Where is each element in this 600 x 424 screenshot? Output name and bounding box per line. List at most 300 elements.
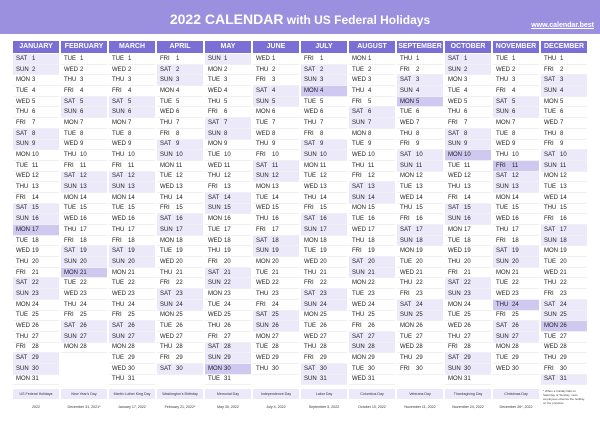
day-cell[interactable] bbox=[349, 193, 395, 204]
day-cell[interactable] bbox=[253, 86, 299, 97]
day-cell[interactable] bbox=[493, 225, 539, 236]
day-cell[interactable] bbox=[445, 97, 491, 108]
day-cell[interactable] bbox=[493, 236, 539, 247]
day-cell[interactable] bbox=[253, 118, 299, 129]
day-cell[interactable] bbox=[397, 140, 443, 151]
day-cell[interactable] bbox=[157, 257, 203, 268]
day-cell[interactable] bbox=[13, 75, 59, 86]
day-cell[interactable] bbox=[205, 300, 251, 311]
day-cell[interactable] bbox=[397, 289, 443, 300]
day-cell[interactable] bbox=[397, 86, 443, 97]
day-cell[interactable] bbox=[61, 236, 107, 247]
day-cell[interactable] bbox=[493, 193, 539, 204]
day-cell[interactable] bbox=[301, 172, 347, 183]
day-cell[interactable] bbox=[253, 268, 299, 279]
day-cell[interactable] bbox=[253, 150, 299, 161]
day-cell[interactable] bbox=[301, 311, 347, 322]
day-cell[interactable] bbox=[61, 150, 107, 161]
day-cell[interactable] bbox=[157, 236, 203, 247]
day-cell[interactable] bbox=[61, 65, 107, 76]
day-cell[interactable] bbox=[61, 75, 107, 86]
day-cell[interactable] bbox=[157, 268, 203, 279]
day-cell[interactable] bbox=[541, 278, 587, 289]
day-cell[interactable] bbox=[253, 75, 299, 86]
day-cell[interactable] bbox=[157, 214, 203, 225]
day-cell[interactable] bbox=[205, 289, 251, 300]
day-cell[interactable] bbox=[205, 65, 251, 76]
day-cell[interactable] bbox=[253, 343, 299, 354]
day-cell[interactable] bbox=[397, 161, 443, 172]
day-cell[interactable] bbox=[445, 161, 491, 172]
day-cell[interactable] bbox=[541, 375, 587, 386]
day-cell[interactable] bbox=[109, 97, 155, 108]
day-cell[interactable] bbox=[253, 97, 299, 108]
day-cell[interactable] bbox=[397, 172, 443, 183]
day-cell[interactable] bbox=[301, 140, 347, 151]
day-cell[interactable] bbox=[157, 161, 203, 172]
day-cell[interactable] bbox=[397, 129, 443, 140]
day-cell[interactable] bbox=[493, 364, 539, 375]
day-cell[interactable] bbox=[349, 225, 395, 236]
day-cell[interactable] bbox=[157, 225, 203, 236]
day-cell[interactable] bbox=[109, 86, 155, 97]
day-cell[interactable] bbox=[445, 75, 491, 86]
day-cell[interactable] bbox=[445, 65, 491, 76]
day-cell[interactable] bbox=[13, 246, 59, 257]
day-cell[interactable] bbox=[205, 204, 251, 215]
day-cell[interactable] bbox=[109, 332, 155, 343]
day-cell[interactable] bbox=[157, 118, 203, 129]
day-cell[interactable] bbox=[109, 150, 155, 161]
day-cell[interactable] bbox=[253, 236, 299, 247]
day-cell[interactable] bbox=[109, 289, 155, 300]
day-cell[interactable] bbox=[253, 140, 299, 151]
day-cell[interactable] bbox=[349, 182, 395, 193]
day-cell[interactable] bbox=[445, 353, 491, 364]
day-cell[interactable] bbox=[61, 129, 107, 140]
day-cell[interactable] bbox=[205, 161, 251, 172]
day-cell[interactable] bbox=[493, 182, 539, 193]
day-cell[interactable] bbox=[445, 364, 491, 375]
day-cell[interactable] bbox=[493, 97, 539, 108]
day-cell[interactable] bbox=[61, 161, 107, 172]
day-cell[interactable] bbox=[493, 75, 539, 86]
day-cell[interactable] bbox=[61, 97, 107, 108]
day-cell[interactable] bbox=[205, 54, 251, 65]
day-cell[interactable] bbox=[13, 86, 59, 97]
day-cell[interactable] bbox=[109, 321, 155, 332]
day-cell[interactable] bbox=[253, 353, 299, 364]
day-cell[interactable] bbox=[541, 214, 587, 225]
day-cell[interactable] bbox=[397, 246, 443, 257]
day-cell[interactable] bbox=[445, 140, 491, 151]
day-cell[interactable] bbox=[157, 343, 203, 354]
day-cell[interactable] bbox=[253, 332, 299, 343]
day-cell[interactable] bbox=[349, 236, 395, 247]
day-cell[interactable] bbox=[445, 236, 491, 247]
day-cell[interactable] bbox=[349, 97, 395, 108]
day-cell[interactable] bbox=[253, 129, 299, 140]
day-cell[interactable] bbox=[253, 214, 299, 225]
day-cell[interactable] bbox=[493, 257, 539, 268]
day-cell[interactable] bbox=[301, 375, 347, 386]
day-cell[interactable] bbox=[205, 364, 251, 375]
day-cell[interactable] bbox=[349, 257, 395, 268]
day-cell[interactable] bbox=[445, 54, 491, 65]
day-cell[interactable] bbox=[109, 353, 155, 364]
day-cell[interactable] bbox=[445, 225, 491, 236]
day-cell[interactable] bbox=[61, 225, 107, 236]
day-cell[interactable] bbox=[13, 172, 59, 183]
day-cell[interactable] bbox=[541, 54, 587, 65]
day-cell[interactable] bbox=[301, 214, 347, 225]
day-cell[interactable] bbox=[397, 65, 443, 76]
day-cell[interactable] bbox=[13, 107, 59, 118]
day-cell[interactable] bbox=[301, 182, 347, 193]
day-cell[interactable] bbox=[541, 150, 587, 161]
day-cell[interactable] bbox=[301, 193, 347, 204]
day-cell[interactable] bbox=[541, 193, 587, 204]
day-cell[interactable] bbox=[445, 343, 491, 354]
day-cell[interactable] bbox=[445, 246, 491, 257]
day-cell[interactable] bbox=[205, 107, 251, 118]
day-cell[interactable] bbox=[541, 257, 587, 268]
day-cell[interactable] bbox=[157, 129, 203, 140]
day-cell[interactable] bbox=[157, 321, 203, 332]
day-cell[interactable] bbox=[349, 321, 395, 332]
day-cell[interactable] bbox=[61, 54, 107, 65]
day-cell[interactable] bbox=[541, 86, 587, 97]
day-cell[interactable] bbox=[541, 332, 587, 343]
day-cell[interactable] bbox=[301, 225, 347, 236]
day-cell[interactable] bbox=[205, 172, 251, 183]
day-cell[interactable] bbox=[61, 343, 107, 354]
day-cell[interactable] bbox=[397, 321, 443, 332]
day-cell[interactable] bbox=[301, 364, 347, 375]
day-cell[interactable] bbox=[61, 193, 107, 204]
day-cell[interactable] bbox=[157, 204, 203, 215]
day-cell[interactable] bbox=[541, 129, 587, 140]
day-cell[interactable] bbox=[445, 278, 491, 289]
day-cell[interactable] bbox=[397, 193, 443, 204]
day-cell[interactable] bbox=[13, 289, 59, 300]
day-cell[interactable] bbox=[205, 321, 251, 332]
day-cell[interactable] bbox=[157, 182, 203, 193]
day-cell[interactable] bbox=[541, 246, 587, 257]
day-cell[interactable] bbox=[109, 236, 155, 247]
site-link[interactable]: www.calendar.best bbox=[531, 22, 594, 29]
day-cell[interactable] bbox=[349, 140, 395, 151]
day-cell[interactable] bbox=[397, 257, 443, 268]
day-cell[interactable] bbox=[157, 54, 203, 65]
day-cell[interactable] bbox=[541, 353, 587, 364]
day-cell[interactable] bbox=[445, 311, 491, 322]
day-cell[interactable] bbox=[109, 161, 155, 172]
day-cell[interactable] bbox=[61, 257, 107, 268]
day-cell[interactable] bbox=[13, 353, 59, 364]
day-cell[interactable] bbox=[157, 289, 203, 300]
day-cell[interactable] bbox=[205, 129, 251, 140]
day-cell[interactable] bbox=[493, 278, 539, 289]
day-cell[interactable] bbox=[13, 97, 59, 108]
day-cell[interactable] bbox=[301, 161, 347, 172]
day-cell[interactable] bbox=[445, 172, 491, 183]
day-cell[interactable] bbox=[253, 278, 299, 289]
day-cell[interactable] bbox=[253, 107, 299, 118]
day-cell[interactable] bbox=[61, 140, 107, 151]
day-cell[interactable] bbox=[157, 246, 203, 257]
day-cell[interactable] bbox=[109, 204, 155, 215]
day-cell[interactable] bbox=[349, 278, 395, 289]
day-cell[interactable] bbox=[109, 268, 155, 279]
day-cell[interactable] bbox=[13, 375, 59, 386]
day-cell[interactable] bbox=[205, 118, 251, 129]
day-cell[interactable] bbox=[397, 225, 443, 236]
day-cell[interactable] bbox=[541, 161, 587, 172]
day-cell[interactable] bbox=[205, 278, 251, 289]
day-cell[interactable] bbox=[253, 300, 299, 311]
day-cell[interactable] bbox=[349, 332, 395, 343]
day-cell[interactable] bbox=[109, 107, 155, 118]
day-cell[interactable] bbox=[493, 107, 539, 118]
day-cell[interactable] bbox=[493, 65, 539, 76]
day-cell[interactable] bbox=[397, 75, 443, 86]
day-cell[interactable] bbox=[13, 140, 59, 151]
day-cell[interactable] bbox=[349, 150, 395, 161]
day-cell[interactable] bbox=[205, 182, 251, 193]
day-cell[interactable] bbox=[541, 65, 587, 76]
day-cell[interactable] bbox=[301, 75, 347, 86]
day-cell[interactable] bbox=[253, 161, 299, 172]
day-cell[interactable] bbox=[493, 204, 539, 215]
day-cell[interactable] bbox=[61, 268, 107, 279]
day-cell[interactable] bbox=[493, 246, 539, 257]
day-cell[interactable] bbox=[493, 172, 539, 183]
day-cell[interactable] bbox=[493, 86, 539, 97]
day-cell[interactable] bbox=[61, 332, 107, 343]
day-cell[interactable] bbox=[301, 150, 347, 161]
day-cell[interactable] bbox=[301, 65, 347, 76]
day-cell[interactable] bbox=[493, 129, 539, 140]
day-cell[interactable] bbox=[397, 182, 443, 193]
day-cell[interactable] bbox=[301, 204, 347, 215]
day-cell[interactable] bbox=[349, 129, 395, 140]
day-cell[interactable] bbox=[541, 97, 587, 108]
day-cell[interactable] bbox=[397, 118, 443, 129]
day-cell[interactable] bbox=[445, 182, 491, 193]
day-cell[interactable] bbox=[493, 150, 539, 161]
day-cell[interactable] bbox=[397, 214, 443, 225]
day-cell[interactable] bbox=[253, 225, 299, 236]
day-cell[interactable] bbox=[253, 289, 299, 300]
day-cell[interactable] bbox=[301, 353, 347, 364]
day-cell[interactable] bbox=[349, 353, 395, 364]
day-cell[interactable] bbox=[397, 311, 443, 322]
day-cell[interactable] bbox=[541, 289, 587, 300]
day-cell[interactable] bbox=[157, 172, 203, 183]
day-cell[interactable] bbox=[157, 300, 203, 311]
day-cell[interactable] bbox=[445, 268, 491, 279]
day-cell[interactable] bbox=[109, 257, 155, 268]
day-cell[interactable] bbox=[253, 257, 299, 268]
day-cell[interactable] bbox=[13, 364, 59, 375]
day-cell[interactable] bbox=[253, 193, 299, 204]
day-cell[interactable] bbox=[157, 332, 203, 343]
day-cell[interactable] bbox=[397, 236, 443, 247]
day-cell[interactable] bbox=[301, 129, 347, 140]
day-cell[interactable] bbox=[493, 214, 539, 225]
day-cell[interactable] bbox=[445, 332, 491, 343]
day-cell[interactable] bbox=[445, 321, 491, 332]
day-cell[interactable] bbox=[13, 343, 59, 354]
day-cell[interactable] bbox=[13, 300, 59, 311]
day-cell[interactable] bbox=[445, 375, 491, 386]
day-cell[interactable] bbox=[349, 311, 395, 322]
day-cell[interactable] bbox=[157, 193, 203, 204]
day-cell[interactable] bbox=[397, 332, 443, 343]
day-cell[interactable] bbox=[253, 65, 299, 76]
day-cell[interactable] bbox=[61, 311, 107, 322]
day-cell[interactable] bbox=[109, 278, 155, 289]
day-cell[interactable] bbox=[397, 150, 443, 161]
day-cell[interactable] bbox=[541, 321, 587, 332]
day-cell[interactable] bbox=[349, 118, 395, 129]
day-cell[interactable] bbox=[109, 214, 155, 225]
day-cell[interactable] bbox=[109, 54, 155, 65]
day-cell[interactable] bbox=[445, 289, 491, 300]
day-cell[interactable] bbox=[301, 97, 347, 108]
day-cell[interactable] bbox=[445, 257, 491, 268]
day-cell[interactable] bbox=[61, 118, 107, 129]
day-cell[interactable] bbox=[541, 182, 587, 193]
day-cell[interactable] bbox=[109, 118, 155, 129]
day-cell[interactable] bbox=[205, 140, 251, 151]
day-cell[interactable] bbox=[397, 278, 443, 289]
day-cell[interactable] bbox=[13, 236, 59, 247]
day-cell[interactable] bbox=[397, 364, 443, 375]
day-cell[interactable] bbox=[13, 204, 59, 215]
day-cell[interactable] bbox=[13, 332, 59, 343]
day-cell[interactable] bbox=[205, 343, 251, 354]
day-cell[interactable] bbox=[493, 161, 539, 172]
day-cell[interactable] bbox=[109, 182, 155, 193]
day-cell[interactable] bbox=[541, 268, 587, 279]
day-cell[interactable] bbox=[301, 118, 347, 129]
day-cell[interactable] bbox=[157, 278, 203, 289]
day-cell[interactable] bbox=[13, 214, 59, 225]
day-cell[interactable] bbox=[13, 311, 59, 322]
day-cell[interactable] bbox=[13, 65, 59, 76]
day-cell[interactable] bbox=[301, 54, 347, 65]
day-cell[interactable] bbox=[541, 300, 587, 311]
day-cell[interactable] bbox=[13, 257, 59, 268]
day-cell[interactable] bbox=[205, 150, 251, 161]
day-cell[interactable] bbox=[157, 107, 203, 118]
day-cell[interactable] bbox=[445, 204, 491, 215]
day-cell[interactable] bbox=[205, 214, 251, 225]
day-cell[interactable] bbox=[157, 97, 203, 108]
day-cell[interactable] bbox=[349, 364, 395, 375]
day-cell[interactable] bbox=[541, 107, 587, 118]
day-cell[interactable] bbox=[205, 193, 251, 204]
day-cell[interactable] bbox=[445, 300, 491, 311]
day-cell[interactable] bbox=[13, 268, 59, 279]
day-cell[interactable] bbox=[349, 343, 395, 354]
day-cell[interactable] bbox=[157, 86, 203, 97]
day-cell[interactable] bbox=[349, 172, 395, 183]
day-cell[interactable] bbox=[493, 140, 539, 151]
day-cell[interactable] bbox=[349, 65, 395, 76]
day-cell[interactable] bbox=[253, 204, 299, 215]
day-cell[interactable] bbox=[61, 300, 107, 311]
day-cell[interactable] bbox=[109, 311, 155, 322]
day-cell[interactable] bbox=[493, 321, 539, 332]
day-cell[interactable] bbox=[541, 118, 587, 129]
day-cell[interactable] bbox=[445, 150, 491, 161]
day-cell[interactable] bbox=[157, 65, 203, 76]
day-cell[interactable] bbox=[349, 75, 395, 86]
day-cell[interactable] bbox=[541, 311, 587, 322]
day-cell[interactable] bbox=[397, 54, 443, 65]
day-cell[interactable] bbox=[205, 257, 251, 268]
day-cell[interactable] bbox=[445, 214, 491, 225]
day-cell[interactable] bbox=[301, 107, 347, 118]
day-cell[interactable] bbox=[109, 193, 155, 204]
day-cell[interactable] bbox=[301, 278, 347, 289]
day-cell[interactable] bbox=[253, 172, 299, 183]
day-cell[interactable] bbox=[253, 246, 299, 257]
day-cell[interactable] bbox=[349, 86, 395, 97]
day-cell[interactable] bbox=[349, 300, 395, 311]
day-cell[interactable] bbox=[445, 107, 491, 118]
day-cell[interactable] bbox=[109, 65, 155, 76]
day-cell[interactable] bbox=[445, 193, 491, 204]
day-cell[interactable] bbox=[13, 225, 59, 236]
day-cell[interactable] bbox=[445, 129, 491, 140]
day-cell[interactable] bbox=[349, 268, 395, 279]
day-cell[interactable] bbox=[301, 246, 347, 257]
day-cell[interactable] bbox=[349, 289, 395, 300]
day-cell[interactable] bbox=[541, 172, 587, 183]
day-cell[interactable] bbox=[157, 353, 203, 364]
day-cell[interactable] bbox=[397, 204, 443, 215]
day-cell[interactable] bbox=[493, 300, 539, 311]
day-cell[interactable] bbox=[13, 150, 59, 161]
day-cell[interactable] bbox=[205, 75, 251, 86]
day-cell[interactable] bbox=[397, 353, 443, 364]
day-cell[interactable] bbox=[349, 107, 395, 118]
day-cell[interactable] bbox=[301, 300, 347, 311]
day-cell[interactable] bbox=[13, 182, 59, 193]
day-cell[interactable] bbox=[109, 246, 155, 257]
day-cell[interactable] bbox=[109, 172, 155, 183]
day-cell[interactable] bbox=[157, 140, 203, 151]
day-cell[interactable] bbox=[13, 129, 59, 140]
day-cell[interactable] bbox=[445, 118, 491, 129]
day-cell[interactable] bbox=[61, 246, 107, 257]
day-cell[interactable] bbox=[253, 54, 299, 65]
day-cell[interactable] bbox=[205, 86, 251, 97]
day-cell[interactable] bbox=[301, 268, 347, 279]
day-cell[interactable] bbox=[13, 118, 59, 129]
day-cell[interactable] bbox=[205, 97, 251, 108]
day-cell[interactable] bbox=[13, 54, 59, 65]
day-cell[interactable] bbox=[157, 75, 203, 86]
day-cell[interactable] bbox=[13, 321, 59, 332]
day-cell[interactable] bbox=[301, 289, 347, 300]
day-cell[interactable] bbox=[205, 332, 251, 343]
day-cell[interactable] bbox=[493, 118, 539, 129]
